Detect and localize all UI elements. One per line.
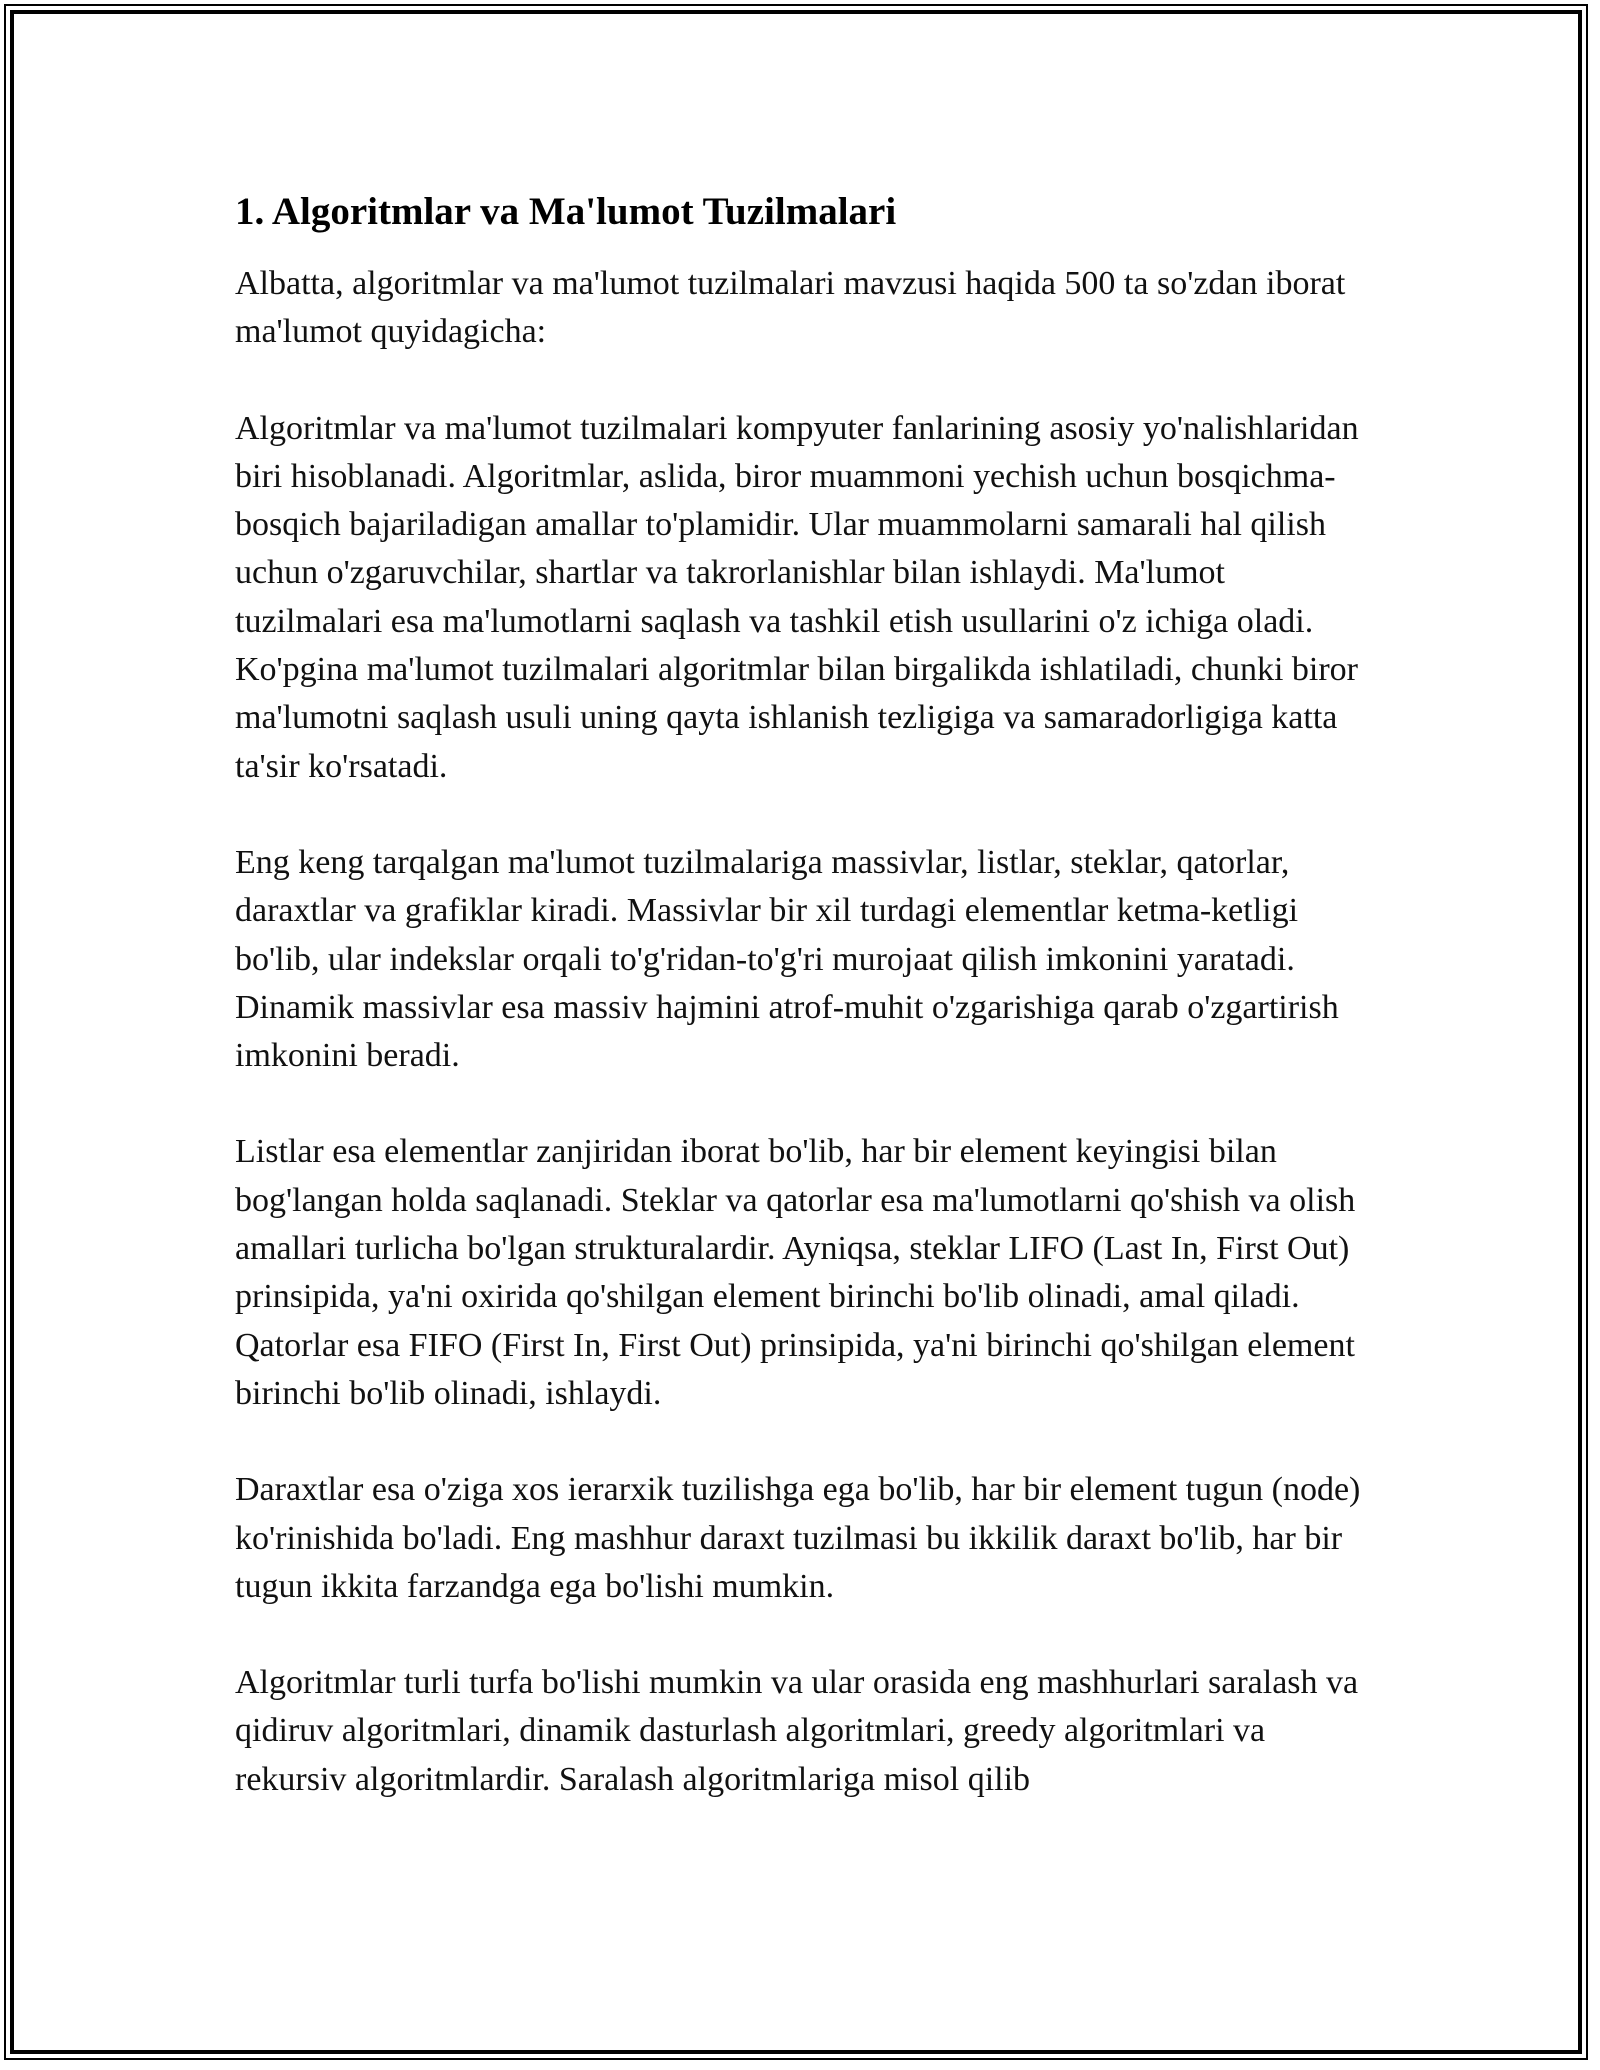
paragraph-trees: Daraxtlar esa o'ziga xos ierarxik tuzilishga ega bo'lib, har bir element tugun (node) ko'rinishida bo'ladi. Eng mashhur daraxt tuzilmasi bu ikkilik daraxt bo'lib, har bir tugun ikkita farzandga ega bo'lishi mumkin. — [235, 1471, 1361, 1605]
document-title: 1. Algoritmlar va Ma'lumot Tuzilmalari — [235, 190, 897, 233]
paragraph-overview: Algoritmlar va ma'lumot tuzilmalari kompyuter fanlarining asosiy yo'nalishlaridan biri hisoblanadi. Algoritmlar, aslida, biror muammoni yechish uchun bosqichma-bosqich bajariladigan amallar to'plamidir. Ular muammolarni samarali hal qilish uchun o'zgaruvchilar, shartlar va takrorlanishlar bilan ishlaydi. Ma'lumot tuzilmalari esa ma'lumotlarni saqlash va tashkil etish usullarini o'z ichiga oladi. Ko'pgina ma'lumot tuzilmalari algoritmlar bilan birgalikda ishlatiladi, chunki biror ma'lumotni saqlash usuli uning qayta ishlanish tezligiga va samaradorligiga katta ta'sir ko'rsatadi. — [235, 409, 1359, 785]
document-body — [235, 185, 1365, 1852]
paragraph-algorithms: Algoritmlar turli turfa bo'lishi mumkin va ular orasida eng mashhurlari saralash va qidiruv algoritmlari, dinamik dasturlash algoritmlari, greedy algoritmlari va rekursiv algoritmlardir. Saralash algoritmlariga misol qilib — [235, 1664, 1359, 1798]
paragraph-lists-stacks-queues: Listlar esa elementlar zanjiridan iborat bo'lib, har bir element keyingisi bilan bog'langan holda saqlanadi. Steklar va qatorlar esa ma'lumotlarni qo'shish va olish amallari turlicha bo'lgan strukturalardir. Ayniqsa, steklar LIFO (Last In, First Out) prinsipida, ya'ni oxirida qo'shilgan element birinchi bo'lib olinadi, amal qiladi. Qatorlar esa FIFO (First In, First Out) prinsipida, ya'ni birinchi qo'shilgan element birinchi bo'lib olinadi, ishlaydi. — [235, 1133, 1356, 1412]
paragraph-data-structures: Eng keng tarqalgan ma'lumot tuzilmalariga massivlar, listlar, steklar, qatorlar, daraxtlar va grafiklar kiradi. Massivlar bir xil turdagi elementlar ketma-ketligi bo'lib, ular indekslar orqali to'g'ridan-to'g'ri murojaat qilish imkonini yaratadi. Dinamik massivlar esa massiv hajmini atrof-muhit o'zgarishiga qarab o'zgartirish imkonini beradi. — [235, 843, 1339, 1075]
paragraph-intro: Albatta, algoritmlar va ma'lumot tuzilmalari mavzusi haqida 500 ta so'zdan iborat ma'lumot quyidagicha: — [235, 265, 1346, 351]
